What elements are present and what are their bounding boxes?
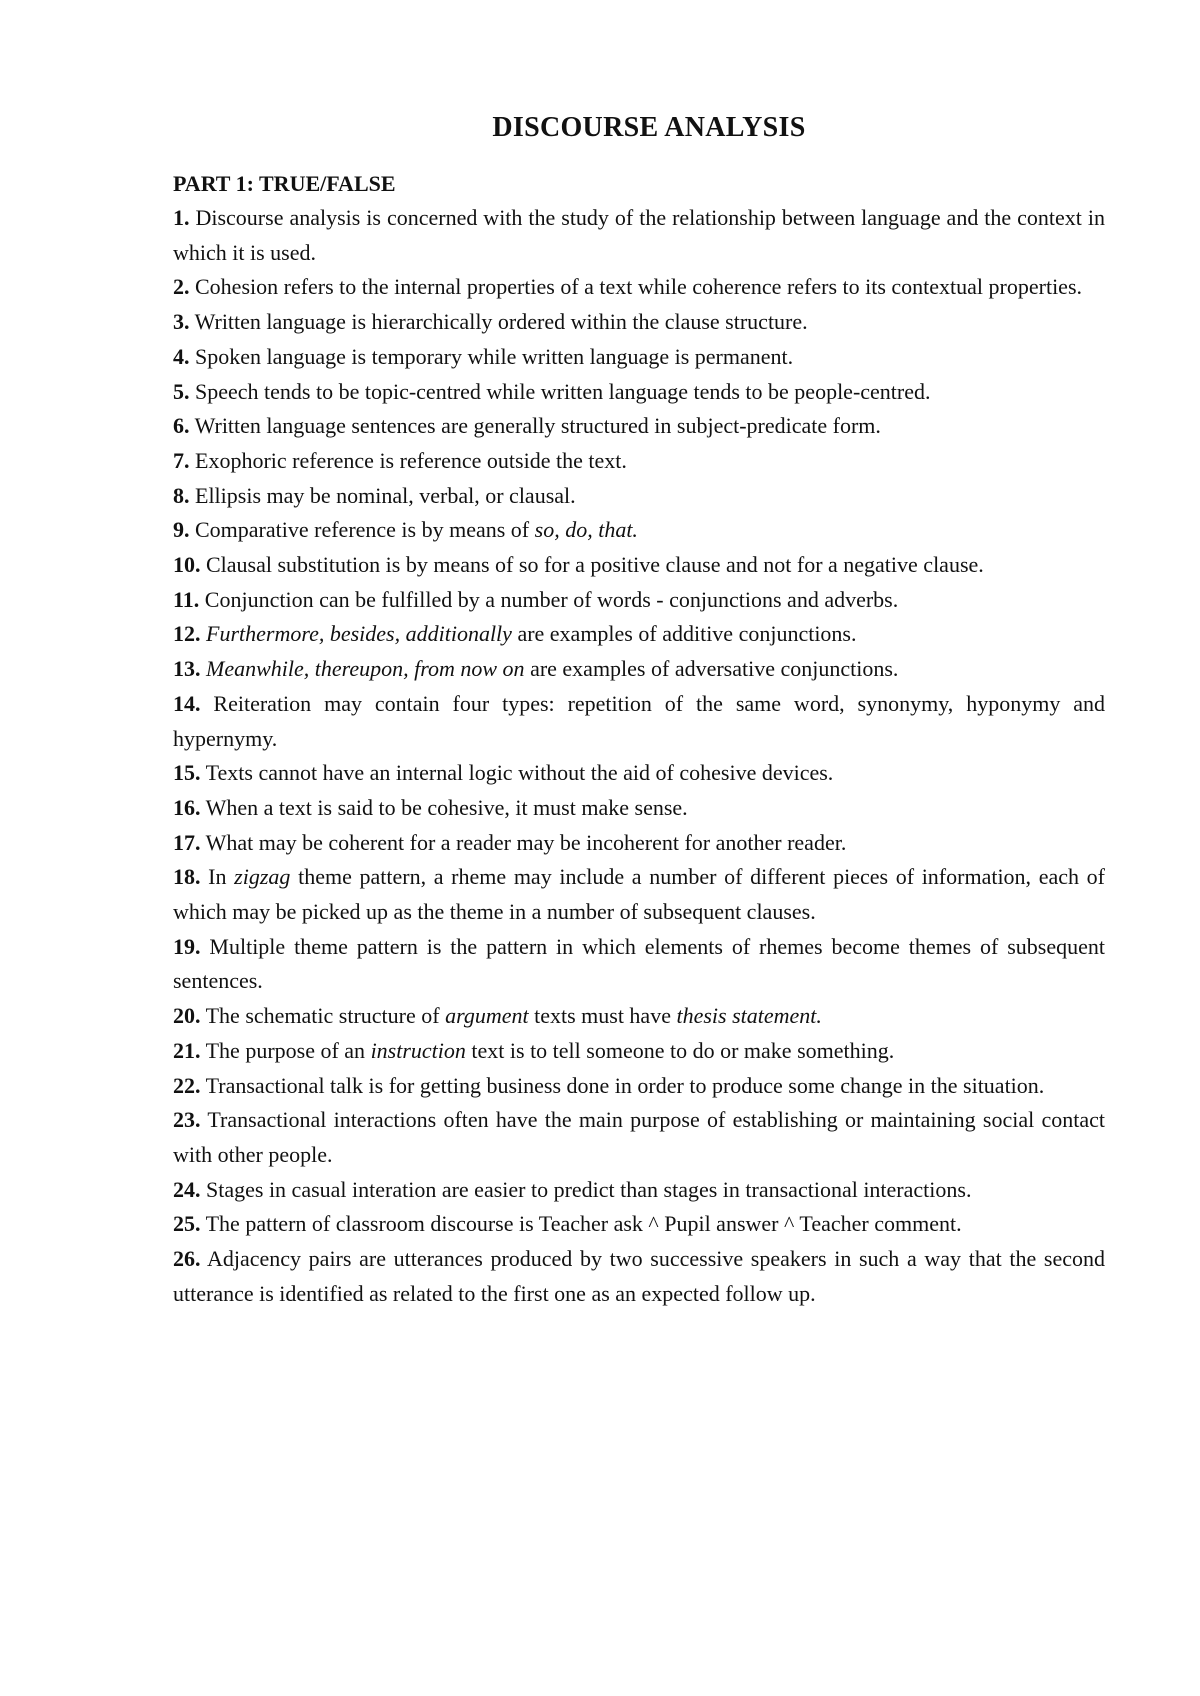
question-item xyxy=(173,826,1105,861)
question-text: Transactional talk is for getting business done in order to produce some change in the situation. xyxy=(205,1072,1045,1098)
question-item xyxy=(173,1103,1105,1172)
question-number: 10. xyxy=(173,552,201,578)
question-italic-text: argument xyxy=(445,1003,529,1029)
question-number: 4. xyxy=(173,343,190,369)
question-item xyxy=(173,270,1105,305)
question-item xyxy=(173,340,1105,375)
question-text: Spoken language is temporary while written language is permanent. xyxy=(195,343,794,369)
question-italic-text: instruction xyxy=(370,1037,466,1063)
question-item xyxy=(173,791,1105,826)
question-number: 24. xyxy=(173,1176,201,1202)
question-item xyxy=(173,1069,1105,1104)
question-number: 15. xyxy=(173,760,201,786)
question-item xyxy=(173,305,1105,340)
question-text: In xyxy=(208,864,235,890)
question-number: 22. xyxy=(173,1072,201,1098)
question-text: When a text is said to be cohesive, it must make sense. xyxy=(205,794,688,820)
question-number: 20. xyxy=(173,1003,201,1029)
question-text: Written language is hierarchically ordered within the clause structure. xyxy=(194,309,808,335)
question-number: 9. xyxy=(173,517,190,543)
question-number: 11. xyxy=(173,586,200,612)
question-number: 16. xyxy=(173,794,201,820)
question-number: 8. xyxy=(173,482,190,508)
question-item xyxy=(173,1173,1105,1208)
question-number: 25. xyxy=(173,1211,201,1237)
question-item xyxy=(173,513,1105,548)
question-text: texts must have xyxy=(528,1003,677,1029)
question-item xyxy=(173,444,1105,479)
question-text: Clausal substitution is by means of so for a positive clause and not for a negative clause. xyxy=(206,552,984,578)
question-italic-text: zigzag xyxy=(234,864,291,890)
document-title: DISCOURSE ANALYSIS xyxy=(492,112,806,143)
question-number: 17. xyxy=(173,829,201,855)
question-text: Comparative reference is by means of xyxy=(195,517,535,543)
question-text: theme pattern, a rheme may include a number of different pieces of information, each of which may be picked up as the theme in a number of subsequent clauses. xyxy=(173,864,1106,925)
question-text: What may be coherent for a reader may be incoherent for another reader. xyxy=(205,829,847,855)
question-number: 12. xyxy=(173,621,201,647)
question-number: 14. xyxy=(173,690,201,716)
question-number: 3. xyxy=(173,309,190,335)
question-text: text is to tell someone to do or make something. xyxy=(465,1037,895,1063)
question-text: Exophoric reference is reference outside the text. xyxy=(195,447,627,473)
question-item xyxy=(173,756,1105,791)
question-item xyxy=(173,860,1105,929)
question-text: are examples of adversative conjunctions. xyxy=(524,656,899,682)
question-list xyxy=(173,201,1105,1312)
question-number: 18. xyxy=(173,864,201,890)
question-number: 21. xyxy=(173,1037,201,1063)
question-number: 13. xyxy=(173,656,201,682)
question-text: Speech tends to be topic-centred while written language tends to be people-centred. xyxy=(195,378,931,404)
question-item xyxy=(173,999,1105,1034)
question-number: 26. xyxy=(173,1246,201,1272)
question-text: Cohesion refers to the internal properties of a text while coherence refers to its contextual properties. xyxy=(195,274,1083,300)
question-text: are examples of additive conjunctions. xyxy=(511,621,857,647)
question-italic-text: Meanwhile, thereupon, from now on xyxy=(206,656,525,682)
question-number: 7. xyxy=(173,447,190,473)
question-text: Reiteration may contain four types: repetition of the same word, synonymy, hyponymy and hypernymy. xyxy=(173,690,1106,751)
question-text: Adjacency pairs are utterances produced by two successive speakers in such a way that the second utterance is identified as related to the first one as an expected follow up. xyxy=(173,1246,1105,1306)
question-number: 2. xyxy=(173,274,190,300)
question-text: The purpose of an xyxy=(205,1037,371,1063)
question-item xyxy=(173,548,1105,583)
question-number: 6. xyxy=(173,413,190,439)
question-item xyxy=(173,479,1105,514)
question-text: Transactional interactions often have the main purpose of establishing or maintaining social contact with other people. xyxy=(173,1107,1105,1167)
question-text: Texts cannot have an internal logic without the aid of cohesive devices. xyxy=(205,760,834,786)
question-item xyxy=(173,1034,1105,1069)
question-item xyxy=(173,1242,1105,1311)
question-text: Ellipsis may be nominal, verbal, or clausal. xyxy=(195,482,576,508)
question-number: 19. xyxy=(173,933,201,959)
question-text: Conjunction can be fulfilled by a number of words - conjunctions and adverbs. xyxy=(204,586,899,612)
question-number: 5. xyxy=(173,378,190,404)
question-item xyxy=(173,617,1105,652)
question-text: Stages in casual interation are easier to predict than stages in transactional interactions. xyxy=(206,1176,972,1202)
question-item xyxy=(173,687,1105,756)
question-text: Written language sentences are generally structured in subject-predicate form. xyxy=(194,413,881,439)
question-italic-text: so, do, that. xyxy=(534,517,638,543)
question-italic-text: Furthermore, besides, additionally xyxy=(206,621,512,647)
question-item xyxy=(173,652,1105,687)
question-item xyxy=(173,583,1105,618)
question-item xyxy=(173,1207,1105,1242)
question-item xyxy=(173,409,1105,444)
part-heading: PART 1: TRUE/FALSE xyxy=(173,171,396,196)
question-italic-text: thesis statement. xyxy=(676,1003,822,1029)
question-number: 23. xyxy=(173,1107,201,1133)
question-text: The schematic structure of xyxy=(205,1003,446,1029)
question-item xyxy=(173,375,1105,410)
question-number: 1. xyxy=(173,205,190,230)
question-text: Discourse analysis is concerned with the study of the relationship between language and the context in which it is used. xyxy=(173,205,1106,265)
question-text: The pattern of classroom discourse is Teacher ask ^ Pupil answer ^ Teacher comment. xyxy=(205,1211,962,1237)
question-item xyxy=(173,201,1105,270)
question-item xyxy=(173,930,1105,999)
question-text: Multiple theme pattern is the pattern in which elements of rhemes become themes of subsequent sentences. xyxy=(173,933,1105,994)
